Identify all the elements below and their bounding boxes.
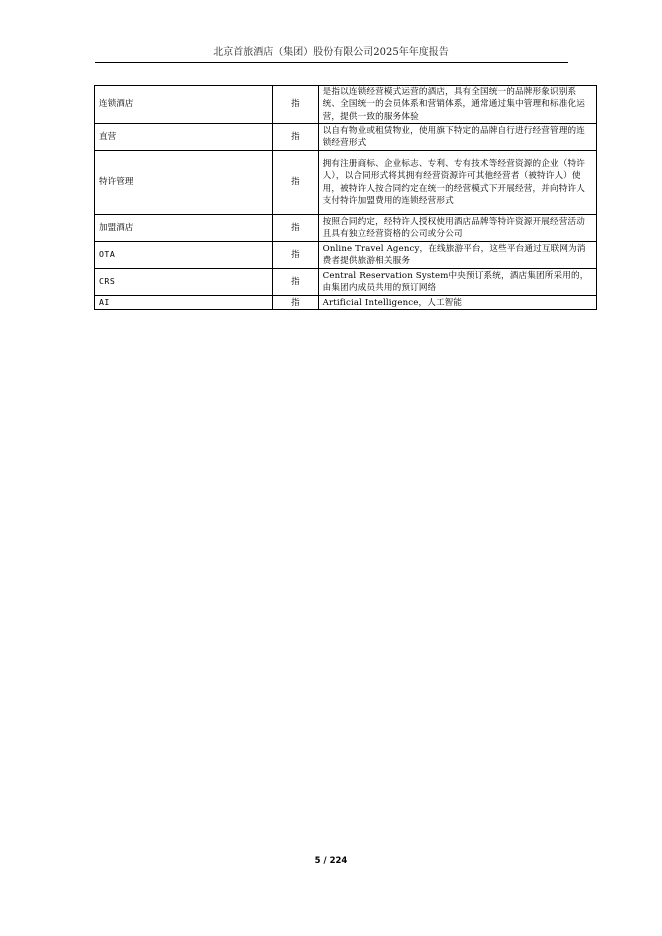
page-number: 5 / 224 <box>314 856 348 866</box>
glossary-table <box>94 85 597 310</box>
means-cell: 指 <box>273 242 319 269</box>
definition-cell: 按照合同约定，经特许人授权使用酒店品牌等特许资源开展经营活动且具有独立经营资格的公司或分公司 <box>318 215 596 242</box>
header-rule <box>95 62 568 63</box>
term-cell: 特许管理 <box>95 151 273 215</box>
means-cell: 指 <box>273 86 319 124</box>
means-cell: 指 <box>273 151 319 215</box>
term-text: CRS <box>99 276 116 287</box>
table-row <box>95 242 597 269</box>
definition-cell: Central Reservation System中央预订系统，酒店集团所采用的，由集团内成员共用的预订网络 <box>318 269 596 296</box>
term-cell: 直营 <box>95 124 273 151</box>
definition-cell: 是指以连锁经营模式运营的酒店，具有全国统一的品牌形象识别系统、全国统一的会员体系和营销体系，通常通过集中管理和标准化运营，提供一致的服务体验 <box>318 86 596 124</box>
means-cell: 指 <box>273 215 319 242</box>
term-cell: 连锁酒店 <box>95 86 273 124</box>
definition-cell: 以自有物业或租赁物业，使用旗下特定的品牌自行进行经营管理的连锁经营形式 <box>318 124 596 151</box>
table-row <box>95 86 597 124</box>
definition-cell: Artificial Intelligence，人工智能 <box>318 296 596 310</box>
table-row <box>95 124 597 151</box>
term-cell <box>95 269 273 296</box>
page-header: 北京首旅酒店（集团）股份有限公司2025年年度报告 <box>213 47 449 58</box>
term-cell <box>95 242 273 269</box>
term-cell <box>95 296 273 310</box>
definition-cell: 拥有注册商标、企业标志、专利、专有技术等经营资源的企业（特许人），以合同形式将其拥有经营资源许可其他经营者（被特许人）使用，被特许人按合同约定在统一的经营模式下开展经营，并向特许人支付特许加盟费用的连锁经营形式 <box>318 151 596 215</box>
definition-cell: Online Travel Agency，在线旅游平台，这些平台通过互联网为消费者提供旅游相关服务 <box>318 242 596 269</box>
means-cell: 指 <box>273 124 319 151</box>
term-text: AI <box>99 297 110 307</box>
means-cell: 指 <box>273 269 319 296</box>
table-row <box>95 269 597 296</box>
table-row <box>95 151 597 215</box>
means-cell: 指 <box>273 296 319 310</box>
term-text: OTA <box>99 249 116 260</box>
table-row <box>95 215 597 242</box>
table-row <box>95 296 597 310</box>
term-cell: 加盟酒店 <box>95 215 273 242</box>
